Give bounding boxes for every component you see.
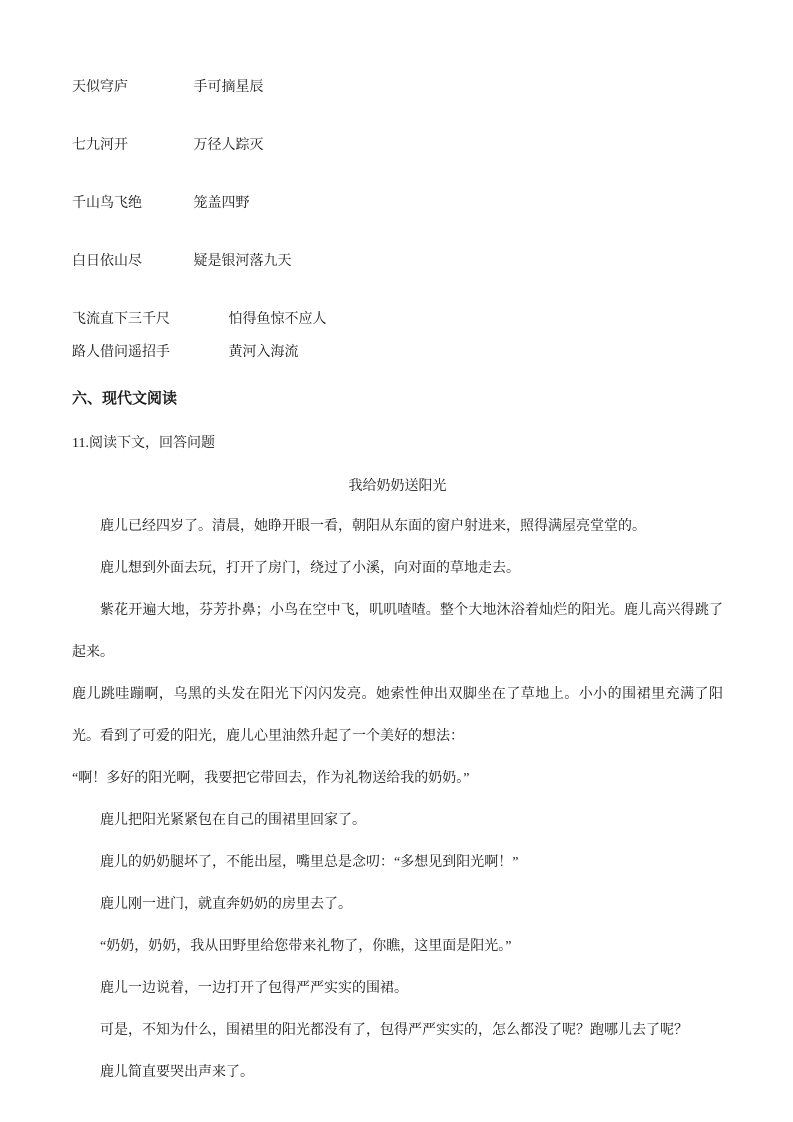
match-left-item: 七九河开 bbox=[72, 138, 128, 153]
match-row bbox=[72, 80, 723, 95]
match-row bbox=[72, 196, 723, 211]
match-row bbox=[72, 138, 723, 153]
passage-paragraph: 鹿儿想到外面去玩，打开了房门，绕过了小溪，向对面的草地走去。 bbox=[100, 561, 520, 576]
passage-paragraph: 鹿儿一边说着，一边打开了包得严严实实的围裙。 bbox=[100, 981, 408, 996]
passage-paragraph: “奶奶，奶奶，我从田野里给您带来礼物了，你瞧，这里面是阳光。” bbox=[100, 939, 512, 954]
match-row bbox=[72, 345, 723, 360]
passage bbox=[72, 506, 723, 1094]
match-right-item: 怕得鱼惊不应人 bbox=[228, 312, 327, 327]
match-right-item: 笼盖四野 bbox=[193, 196, 250, 211]
match-left-item: 路人借问遥招手 bbox=[72, 345, 170, 360]
match-left-item: 飞流直下三千尺 bbox=[72, 312, 170, 327]
match-right-item: 万径人踪灭 bbox=[193, 138, 264, 153]
question-prompt: 11.阅读下文，回答问题 bbox=[72, 436, 215, 451]
match-right-item: 疑是银河落九天 bbox=[193, 254, 292, 269]
match-row bbox=[72, 312, 723, 327]
passage-paragraph: 紫花开遍大地，芬芳扑鼻；小鸟在空中飞，叽叽喳喳。整个大地沐浴着灿烂的阳光。鹿儿高兴得跳了起来。 bbox=[72, 603, 723, 660]
passage-paragraph: 可是，不知为什么，围裙里的阳光都没有了，包得严严实实的，怎么都没了呢？跑哪儿去了呢？ bbox=[100, 1023, 688, 1038]
passage-paragraph: 鹿儿已经四岁了。清晨，她睁开眼一看，朝阳从东面的窗户射进来，照得满屋亮堂堂的。 bbox=[100, 519, 646, 534]
match-right-item: 手可摘星辰 bbox=[193, 80, 264, 95]
passage-paragraph: “啊！多好的阳光啊，我要把它带回去，作为礼物送给我的奶奶。” bbox=[72, 771, 470, 786]
match-left-item: 千山鸟飞绝 bbox=[72, 196, 142, 211]
passage-paragraph: 鹿儿的奶奶腿坏了，不能出屋，嘴里总是念叨：“多想见到阳光啊！” bbox=[100, 855, 519, 870]
match-right-item: 黄河入海流 bbox=[228, 345, 299, 360]
passage-paragraph: 鹿儿跳哇蹦啊，乌黑的头发在阳光下闪闪发亮。她索性伸出双脚坐在了草地上。小小的围裙里充满了阳光。看到了可爱的阳光，鹿儿心里油然升起了一个美好的想法： bbox=[72, 687, 723, 744]
passage-title: 我给奶奶送阳光 bbox=[348, 479, 447, 494]
passage-paragraph: 鹿儿刚一进门，就直奔奶奶的房里去了。 bbox=[100, 897, 352, 912]
passage-paragraph: 鹿儿简直要哭出声来了。 bbox=[100, 1065, 254, 1080]
matching-exercise bbox=[72, 80, 723, 360]
match-left-item: 白日依山尽 bbox=[72, 254, 142, 269]
match-left-item: 天似穹庐 bbox=[72, 80, 128, 95]
passage-paragraph: 鹿儿把阳光紧紧包在自己的围裙里回家了。 bbox=[100, 813, 366, 828]
match-row bbox=[72, 254, 723, 269]
section-header: 六、现代文阅读 bbox=[72, 391, 178, 407]
